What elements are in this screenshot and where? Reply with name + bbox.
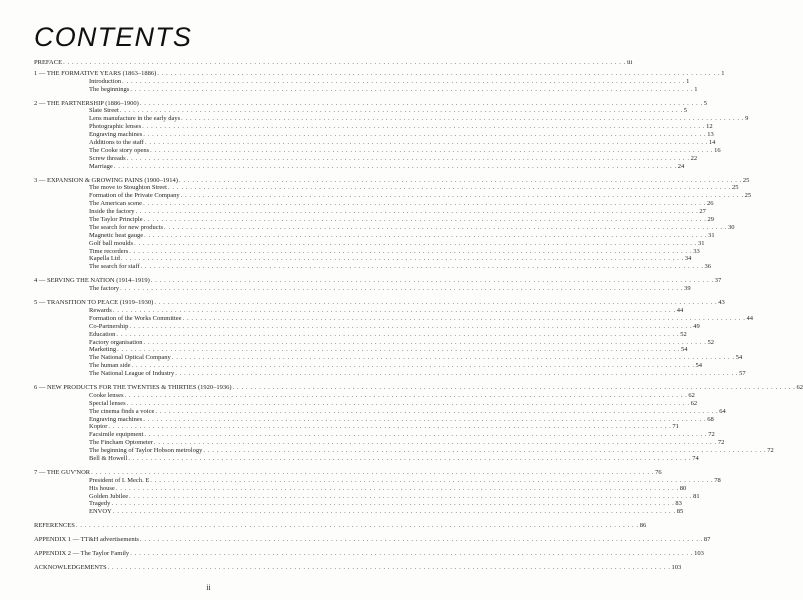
- toc-section-entry: [34, 439, 725, 447]
- toc-entry-page: 30: [727, 223, 735, 231]
- toc-entry-page: 103: [694, 549, 704, 557]
- toc-entry-label: ACKNOWLEDGEMENTS: [34, 563, 107, 571]
- dot-leader: . . . . . . . . . . . . . . . . . . . . . . . . . . . . . . . . . . . . . . . . . . . . . . . . . . . . . . . . . . . . . . . . . . . . . . . . . . . . . . . . . . . . . . . . . . . . . . . . . . . . . . . . . . . . . . . . . . . . . . . . . . . . . . .: [143, 216, 707, 224]
- toc-section-entry: [34, 508, 684, 516]
- dot-leader: . . . . . . . . . . . . . . . . . . . . . . . . . . . . . . . . . . . . . . . . . . . . . . . . . . . . . . . . . . . . . . . . . . . . . . . . . . . . . . . . . . . . . . . . . . . . . . . . . . . . . . . . . . . . . . . . . . . . . . . . . . . . . . .: [122, 77, 686, 85]
- toc-entry-label: 7 — THE GUV'NOR: [34, 468, 91, 476]
- dot-leader: . . . . . . . . . . . . . . . . . . . . . . . . . . . . . . . . . . . . . . . . . . . . . . . . . . . . . . . . . . . . . . . . . . . . . . . . . . . . . . . . . . . . . . . . . . . . . . . . . . . . . . . . . . . . . . . . . . . . . . . . . . . . . . .: [134, 239, 697, 247]
- dot-leader: . . . . . . . . . . . . . . . . . . . . . . . . . . . . . . . . . . . . . . . . . . . . . . . . . . . . . . . . . . . . . . . . . . . . . . . . . . . . . . . . . . . . . . . . . . . . . . . . . . . . . . . . . . . . . . . . . . . . . . . . . . . . . . .: [232, 383, 796, 391]
- toc-entry-page: 74: [692, 454, 699, 462]
- toc-section-entry: [34, 184, 739, 192]
- dot-leader: . . . . . . . . . . . . . . . . . . . . . . . . . . . . . . . . . . . . . . . . . . . . . . . . . . . . . . . . . . . . . . . . . . . . . . . . . . . . . . . . . . . . . . . . . . . . . . . . . . . . . . . . . . . . . . . . . . . . . . . . . . . . . . .: [113, 162, 677, 170]
- toc-section-entry: [34, 338, 714, 347]
- toc-entry-label: Marketing: [89, 346, 117, 354]
- toc-entry-label: Formation of the Private Company: [89, 192, 180, 200]
- dot-leader: . . . . . . . . . . . . . . . . . . . . . . . . . . . . . . . . . . . . . . . . . . . . . . . . . . . . . . . . . . . . . . . . . . . . . . . . . . . . . . . . . . . . . . . . . . . . . . . . . . . . . . . . . . . . . . . . . . . . . . . . . . . . . . .: [115, 484, 679, 492]
- toc-section-entry: [34, 85, 698, 94]
- toc-entry-label: 6 — NEW PRODUCTS FOR THE TWENTIES & THIRTIES (1920–1936): [34, 383, 232, 391]
- toc-entry-page: 34: [684, 255, 692, 263]
- dot-leader: . . . . . . . . . . . . . . . . . . . . . . . . . . . . . . . . . . . . . . . . . . . . . . . . . . . . . . . . . . . . . . . . . . . . . . . . . . . . . . . . . . . . . . . . . . . . . . . . . . . . . . . . . . . . . . . . . . . . . . . . . . . . . . .: [143, 131, 707, 139]
- toc-entry-label: Photographic lenses: [89, 123, 142, 131]
- toc-section-entry: [34, 346, 688, 354]
- toc-section-entry: [34, 492, 700, 501]
- dot-leader: . . . . . . . . . . . . . . . . . . . . . . . . . . . . . . . . . . . . . . . . . . . . . . . . . . . . . . . . . . . . . . . . . . . . . . . . . . . . . . . . . . . . . . . . . . . . . . . . . . . . . . . . . . . . . . . . . . . . . . . . . . . . . . .: [171, 354, 735, 362]
- toc-entry-label: 2 — THE PARTNERSHIP (1886–1900): [34, 99, 139, 107]
- toc-section-entry: [34, 484, 687, 493]
- toc-chapter-entry: [34, 176, 750, 185]
- toc-entry-label: 4 — SERVING THE NATION (1914–1919): [34, 277, 150, 285]
- toc-entry-page: 57: [739, 370, 746, 378]
- toc-entry-label: The human side: [89, 362, 131, 370]
- dot-leader: . . . . . . . . . . . . . . . . . . . . . . . . . . . . . . . . . . . . . . . . . . . . . . . . . . . . . . . . . . . . . . . . . . . . . . . . . . . . . . . . . . . . . . . . . . . . . . . . . . . . . . . . . . . . . . . . . . . . . . . . . . . . . . .: [144, 231, 708, 239]
- toc-entry-label: Bell & Howell: [89, 454, 128, 462]
- page-title: CONTENTS: [34, 22, 193, 52]
- toc-entry-label: Introduction: [89, 77, 122, 85]
- toc-entry-page: 12: [706, 123, 713, 131]
- dot-leader: . . . . . . . . . . . . . . . . . . . . . . . . . . . . . . . . . . . . . . . . . . . . . . . . . . . . . . . . . . . . . . . . . . . . . . . . . . . . . . . . . . . . . . . . . . . . . . . . . . . . . . . . . . . . . . . . . . . . . . . . . . . . . . .: [182, 314, 746, 322]
- toc-section-entry: [34, 431, 715, 439]
- toc-section-entry: [34, 399, 698, 408]
- dot-leader: . . . . . . . . . . . . . . . . . . . . . . . . . . . . . . . . . . . . . . . . . . . . . . . . . . . . . . . . . . . . . . . . . . . . . . . . . . . . . . . . . . . . . . . . . . . . . . . . . . . . . . . . . . . . . . . . . . . . . . . . . . . . . . .: [144, 139, 708, 147]
- dot-leader: . . . . . . . . . . . . . . . . . . . . . . . . . . . . . . . . . . . . . . . . . . . . . . . . . . . . . . . . . . . . . . . . . . . . . . . . . . . . . . . . . . . . . . . . . . . . . . . . . . . . . . . . . . . . . . . . . . . . . . . . . . . . . . .: [143, 415, 707, 423]
- toc-section-entry: [34, 192, 752, 200]
- toc-entry-label: Inside the factory: [89, 208, 135, 216]
- toc-entry-label: The beginning of Taylor Hobson metrology: [89, 447, 203, 455]
- toc-entry-page: 52: [680, 330, 687, 338]
- toc-entry-page: 13: [707, 131, 714, 139]
- toc-section-entry: [34, 476, 721, 485]
- toc-entry-label: Engraving machines: [89, 131, 143, 139]
- toc-entry-page: 72: [708, 431, 715, 439]
- dot-leader: . . . . . . . . . . . . . . . . . . . . . . . . . . . . . . . . . . . . . . . . . . . . . . . . . . . . . . . . . . . . . . . . . . . . . . . . . . . . . . . . . . . . . . . . . . . . . . . . . . . . . . . . . . . . . . . . . . . . . . . . . . . . . . .: [131, 362, 695, 370]
- dot-leader: . . . . . . . . . . . . . . . . . . . . . . . . . . . . . . . . . . . . . . . . . . . . . . . . . . . . . . . . . . . . . . . . . . . . . . . . . . . . . . . . . . . . . . . . . . . . . . . . . . . . . . . . . . . . . . . . . . . . . . . . . . . . . . .: [150, 277, 714, 285]
- toc-entry-label: Koptor: [89, 423, 108, 431]
- toc-entry-page: 5: [683, 107, 687, 115]
- toc-entry-page: 33: [693, 247, 700, 255]
- toc-section-entry: [34, 407, 726, 416]
- toc-entry-label: Additions to the staff: [89, 139, 144, 147]
- toc-entry-page: 36: [704, 263, 712, 271]
- toc-entry-page: 1: [694, 85, 698, 93]
- toc-entry-page: 27: [699, 208, 706, 216]
- toc-entry-page: 54: [735, 354, 743, 362]
- dot-leader: . . . . . . . . . . . . . . . . . . . . . . . . . . . . . . . . . . . . . . . . . . . . . . . . . . . . . . . . . . . . . . . . . . . . . . . . . . . . . . . . . . . . . . . . . . . . . . . . . . . . . . . . . . . . . . . . . . . . . . . . . . . . . . .: [128, 454, 692, 462]
- dot-leader: . . . . . . . . . . . . . . . . . . . . . . . . . . . . . . . . . . . . . . . . . . . . . . . . . . . . . . . . . . . . . . . . . . . . . . . . . . . . . . . . . . . . . . . . . . . . . . . . . . . . . . . . . . . . . . . . . . . . . . . . . . . . . . .: [130, 85, 694, 93]
- toc-entry-label: The cinema finds a voice: [89, 407, 155, 415]
- toc-entry-label: The factory: [89, 285, 120, 293]
- toc-section-entry: [34, 255, 692, 263]
- toc-entry-page: iii: [627, 59, 633, 66]
- toc-chapter-entry: [34, 549, 704, 558]
- toc-entry-label: 5 — TRANSITION TO PEACE (1919–1930): [34, 299, 154, 307]
- toc-entry-label: Screw threads: [89, 154, 126, 162]
- toc-entry-label: Tragedy: [89, 500, 111, 508]
- toc-entry-label: Special lenses: [89, 399, 126, 407]
- dot-leader: . . . . . . . . . . . . . . . . . . . . . . . . . . . . . . . . . . . . . . . . . . . . . . . . . . . . . . . . . . . . . . . . . . . . . . . . . . . . . . . . . . . . . . . . . . . . . . . . . . . . . . . . . . . . . . . . . . . . . . . . . . . . . . .: [108, 423, 672, 431]
- dot-leader: . . . . . . . . . . . . . . . . . . . . . . . . . . . . . . . . . . . . . . . . . . . . . . . . . . . . . . . . . . . . . . . . . . . . . . . . . . . . . . . . . . . . . . . . . . . . . . . . . . . . . . . . . . . . . . . . . . . . . . . . . . . . . . .: [124, 391, 688, 399]
- dot-leader: . . . . . . . . . . . . . . . . . . . . . . . . . . . . . . . . . . . . . . . . . . . . . . . . . . . . . . . . . . . . . . . . . . . . . . . . . . . . . . . . . . . . . . . . . . . . . . . . . . . . . . . . . . . . . . . . . . . . . . . . . . . . . . .: [143, 338, 707, 346]
- toc-entry-label: Time recorders: [89, 247, 129, 255]
- dot-leader: . . . . . . . . . . . . . . . . . . . . . . . . . . . . . . . . . . . . . . . . . . . . . . . . . . . . . . . . . . . . . . . . . . . . . . . . . . . . . . . . . . . . . . . . . . . . . . . . . . . . . . . . . . . . . . . . . . . . . . . . . . . . . . .: [116, 330, 680, 338]
- toc-entry-label: The search for new products: [89, 223, 163, 231]
- toc-section-entry: [34, 415, 714, 424]
- toc-entry-page: 31: [708, 231, 715, 239]
- toc-section-entry: [34, 231, 715, 240]
- toc-entry-page: 62: [688, 391, 695, 399]
- toc-entry-label: President of I. Mech. E: [89, 476, 150, 484]
- dot-leader: . . . . . . . . . . . . . . . . . . . . . . . . . . . . . . . . . . . . . . . . . . . . . . . . . . . . . . . . . . . . . . . . . . . . . . . . . . . . . . . . . . . . . . . . . . . . . . . . . . . . . . . . . . . . . . . . . . . . . . . . . . . . . . .: [111, 500, 675, 508]
- toc-entry-label: Engraving machines: [89, 415, 143, 423]
- toc-entry-page: 71: [672, 423, 679, 431]
- dot-leader: . . . . . . . . . . . . . . . . . . . . . . . . . . . . . . . . . . . . . . . . . . . . . . . . . . . . . . . . . . . . . . . . . . . . . . . . . . . . . . . . . . . . . . . . . . . . . . . . . . . . . . . . . . . . . . . . . . . . . . . . . . . . . . .: [144, 431, 708, 439]
- toc-entry-page: 62: [796, 383, 803, 391]
- toc-entry-page: 44: [746, 314, 753, 322]
- toc-entry-label: Magnetic heat gauge: [89, 231, 144, 239]
- toc-entry-page: 85: [676, 508, 684, 516]
- dot-leader: . . . . . . . . . . . . . . . . . . . . . . . . . . . . . . . . . . . . . . . . . . . . . . . . . . . . . . . . . . . . . . . . . . . . . . . . . . . . . . . . . . . . . . . . . . . . . . . . . . . . . . . . . . . . . . . . . . . . . . . . . . . . . . .: [150, 146, 714, 154]
- toc-entry-page: 72: [767, 447, 774, 455]
- dot-leader: . . . . . . . . . . . . . . . . . . . . . . . . . . . . . . . . . . . . . . . . . . . . . . . . . . . . . . . . . . . . . . . . . . . . . . . . . . . . . . . . . . . . . . . . . . . . . . . . . . . . . . . . . . . . . . . . . . . . . . . . . . . . . . .: [117, 346, 681, 354]
- toc-entry-page: 54: [695, 362, 702, 370]
- toc-entry-label: Facsimile equipment: [89, 431, 144, 439]
- toc-entry-page: 49: [693, 322, 700, 330]
- page-number: ii: [206, 583, 211, 592]
- toc-entry-page: 72: [717, 439, 725, 447]
- dot-leader: . . . . . . . . . . . . . . . . . . . . . . . . . . . . . . . . . . . . . . . . . . . . . . . . . . . . . . . . . . . . . . . . . . . . . . . . . . . . . . . . . . . . . . . . . . . . . . . . . . . . . . . . . . . . . . . . . . . . . . . . . . . . . . .: [168, 184, 731, 192]
- toc-entry-page: 26: [707, 200, 714, 208]
- toc-entry-label: Rewards: [89, 306, 112, 314]
- toc-entry-page: 62: [690, 399, 698, 407]
- toc-chapter-entry: [34, 522, 647, 530]
- toc-section-entry: [34, 162, 685, 171]
- dot-leader: . . . . . . . . . . . . . . . . . . . . . . . . . . . . . . . . . . . . . . . . . . . . . . . . . . . . . . . . . . . . . . . . . . . . . . . . . . . . . . . . . . . . . . . . . . . . . . . . . . . . . . . . . . . . . . . . . . . . . . . . . . . . . . .: [120, 285, 684, 293]
- toc-entry-page: 25: [744, 192, 752, 200]
- dot-leader: . . . . . . . . . . . . . . . . . . . . . . . . . . . . . . . . . . . . . . . . . . . . . . . . . . . . . . . . . . . . . . . . . . . . . . . . . . . . . . . . . . . . . . . . . . . . . . . . . . . . . . . . . . . . . . . . . . . . . . . . . . . . . . .: [178, 176, 742, 184]
- dot-leader: . . . . . . . . . . . . . . . . . . . . . . . . . . . . . . . . . . . . . . . . . . . . . . . . . . . . . . . . . . . . . . . . . . . . . . . . . . . . . . . . . . . . . . . . . . . . . . . . . . . . . . . . . . . . . . . . . . . . . . . . . . . . . . .: [130, 549, 694, 557]
- toc-entry-label: REFERENCES: [34, 522, 75, 530]
- toc-entry-page: 1: [721, 69, 725, 77]
- toc-chapter-entry: [34, 59, 633, 67]
- toc-entry-label: Marriage: [89, 162, 113, 170]
- toc-entry-page: 16: [714, 146, 721, 154]
- toc-entry-page: 24: [677, 162, 685, 170]
- toc-entry-page: 87: [703, 536, 711, 544]
- toc-section-entry: [34, 500, 682, 508]
- dot-leader: . . . . . . . . . . . . . . . . . . . . . . . . . . . . . . . . . . . . . . . . . . . . . . . . . . . . . . . . . . . . . . . . . . . . . . . . . . . . . . . . . . . . . . . . . . . . . . . . . . . . . . . . . . . . . . . . . . . . . . . . . . . . . . .: [139, 99, 703, 107]
- toc-chapter-entry: [34, 277, 722, 285]
- toc-entry-page: 29: [707, 216, 715, 224]
- toc-entry-page: 9: [745, 115, 749, 123]
- toc-chapter-entry: [34, 468, 662, 477]
- toc-section-entry: [34, 208, 706, 216]
- dot-leader: . . . . . . . . . . . . . . . . . . . . . . . . . . . . . . . . . . . . . . . . . . . . . . . . . . . . . . . . . . . . . . . . . . . . . . . . . . . . . . . . . . . . . . . . . . . . . . . . . . . . . . . . . . . . . . . . . . . . . . . . . . . . . . .: [135, 208, 699, 216]
- toc-entry-page: 39: [684, 285, 691, 293]
- toc-entry-page: 68: [707, 415, 714, 423]
- toc-entry-page: 86: [639, 522, 647, 530]
- toc-section-entry: [34, 423, 679, 431]
- toc-section-entry: [34, 330, 687, 339]
- toc-entry-label: The move to Stoughton Street: [89, 184, 167, 192]
- toc-section-entry: [34, 314, 753, 323]
- dot-leader: . . . . . . . . . . . . . . . . . . . . . . . . . . . . . . . . . . . . . . . . . . . . . . . . . . . . . . . . . . . . . . . . . . . . . . . . . . . . . . . . . . . . . . . . . . . . . . . . . . . . . . . . . . . . . . . . . . . . . . . . . . . . . . .: [139, 536, 703, 544]
- dot-leader: . . . . . . . . . . . . . . . . . . . . . . . . . . . . . . . . . . . . . . . . . . . . . . . . . . . . . . . . . . . . . . . . . . . . . . . . . . . . . . . . . . . . . . . . . . . . . . . . . . . . . . . . . . . . . . . . . . . . . . . . . . . . . . .: [129, 322, 693, 330]
- toc-entry-label: Cooke lenses: [89, 391, 124, 399]
- dot-leader: . . . . . . . . . . . . . . . . . . . . . . . . . . . . . . . . . . . . . . . . . . . . . . . . . . . . . . . . . . . . . . . . . . . . . . . . . . . . . . . . . . . . . . . . . . . . . . . . . . . . . . . . . . . . . . . . . . . . . . . . . . . . . . .: [140, 263, 704, 271]
- dot-leader: . . . . . . . . . . . . . . . . . . . . . . . . . . . . . . . . . . . . . . . . . . . . . . . . . . . . . . . . . . . . . . . . . . . . . . . . . . . . . . . . . . . . . . . . . . . . . . . . . . . . . . . . . . . . . . . . . . . . . . . . . . . . . . .: [153, 439, 717, 447]
- toc-section-entry: [34, 306, 684, 315]
- toc-entry-label: Golf ball moulds: [89, 239, 134, 247]
- toc-section-entry: [34, 247, 700, 256]
- toc-section-entry: [34, 107, 687, 115]
- toc-entry-label: Formation of the Works Committee: [89, 314, 182, 322]
- toc-entry-label: Factory organisation: [89, 338, 143, 346]
- dot-leader: . . . . . . . . . . . . . . . . . . . . . . . . . . . . . . . . . . . . . . . . . . . . . . . . . . . . . . . . . . . . . . . . . . . . . . . . . . . . . . . . . . . . . . . . . . . . . . . . . . . . . . . . . . . . . . . . . . . . . . . . . . . . . . .: [181, 115, 745, 123]
- toc-section-entry: [34, 131, 714, 139]
- toc-entry-label: 1 — THE FORMATIVE YEARS (1863–1886): [34, 69, 157, 77]
- toc-entry-page: 78: [714, 476, 721, 484]
- toc-entry-label: The Cooke story opens: [89, 146, 150, 154]
- toc-entry-page: 43: [718, 299, 725, 307]
- toc-entry-label: The National Optical Company: [89, 354, 171, 362]
- toc-entry-page: 37: [714, 277, 722, 285]
- toc-section-entry: [34, 447, 774, 455]
- table-of-contents: [34, 59, 803, 572]
- toc-chapter-entry: [34, 69, 725, 78]
- dot-leader: . . . . . . . . . . . . . . . . . . . . . . . . . . . . . . . . . . . . . . . . . . . . . . . . . . . . . . . . . . . . . . . . . . . . . . . . . . . . . . . . . . . . . . . . . . . . . . . . . . . . . . . . . . . . . . . . . . . . . . . . . . . . . . .: [120, 255, 684, 263]
- toc-section-entry: [34, 354, 743, 362]
- dot-leader: . . . . . . . . . . . . . . . . . . . . . . . . . . . . . . . . . . . . . . . . . . . . . . . . . . . . . . . . . . . . . . . . . . . . . . . . . . . . . . . . . . . . . . . . . . . . . . . . . . . . . . . . . . . . . . . . . . . . . . . . . . . . . . .: [154, 299, 718, 307]
- dot-leader: . . . . . . . . . . . . . . . . . . . . . . . . . . . . . . . . . . . . . . . . . . . . . . . . . . . . . . . . . . . . . . . . . . . . . . . . . . . . . . . . . . . . . . . . . . . . . . . . . . . . . . . . . . . . . . . . . . . . . . . . . . . . . . .: [157, 69, 721, 77]
- toc-chapter-entry: [34, 536, 711, 544]
- toc-entry-label: Lens manufacture in the early days: [89, 115, 181, 123]
- toc-entry-page: 64: [719, 407, 726, 415]
- dot-leader: . . . . . . . . . . . . . . . . . . . . . . . . . . . . . . . . . . . . . . . . . . . . . . . . . . . . . . . . . . . . . . . . . . . . . . . . . . . . . . . . . . . . . . . . . . . . . . . . . . . . . . . . . . . . . . . . . . . . . . . . . . . . . . .: [175, 370, 739, 378]
- dot-leader: . . . . . . . . . . . . . . . . . . . . . . . . . . . . . . . . . . . . . . . . . . . . . . . . . . . . . . . . . . . . . . . . . . . . . . . . . . . . . . . . . . . . . . . . . . . . . . . . . . . . . . . . . . . . . . . . . . . . . . . . . . . . . . .: [129, 247, 693, 255]
- toc-chapter-entry: [34, 563, 682, 572]
- toc-section-entry: [34, 263, 712, 271]
- toc-entry-label: The search for staff: [89, 263, 140, 271]
- toc-entry-page: 44: [676, 306, 684, 314]
- toc-entry-page: 25: [742, 176, 750, 184]
- toc-entry-page: 22: [690, 154, 698, 162]
- dot-leader: . . . . . . . . . . . . . . . . . . . . . . . . . . . . . . . . . . . . . . . . . . . . . . . . . . . . . . . . . . . . . . . . . . . . . . . . . . . . . . . . . . . . . . . . . . . . . . . . . . . . . . . . . . . . . . . . . . . . . . . . . . . . . . .: [180, 192, 744, 200]
- toc-section-entry: [34, 146, 721, 155]
- toc-entry-label: Co-Partnership: [89, 322, 129, 330]
- toc-entry-label: Slate Street: [89, 107, 119, 115]
- toc-entry-label: His house: [89, 484, 115, 492]
- toc-section-entry: [34, 216, 715, 224]
- dot-leader: . . . . . . . . . . . . . . . . . . . . . . . . . . . . . . . . . . . . . . . . . . . . . . . . . . . . . . . . . . . . . . . . . . . . . . . . . . . . . . . . . . . . . . . . . . . . . . . . . . . . . . . . . . . . . . . . . . . . . . . . . . . . . . .: [150, 476, 714, 484]
- toc-section-entry: [34, 200, 714, 208]
- toc-entry-page: 54: [681, 346, 688, 354]
- toc-section-entry: [34, 370, 746, 378]
- toc-section-entry: [34, 362, 702, 370]
- dot-leader: . . . . . . . . . . . . . . . . . . . . . . . . . . . . . . . . . . . . . . . . . . . . . . . . . . . . . . . . . . . . . . . . . . . . . . . . . . . . . . . . . . . . . . . . . . . . . . . . . . . . . . . . . . . . . . . . . . . . . . . . . . . . . . .: [119, 107, 683, 115]
- toc-entry-page: 5: [703, 99, 708, 107]
- dot-leader: . . . . . . . . . . . . . . . . . . . . . . . . . . . . . . . . . . . . . . . . . . . . . . . . . . . . . . . . . . . . . . . . . . . . . . . . . . . . . . . . . . . . . . . . . . . . . . . . . . . . . . . . . . . . . . . . . . . . . . . . . . . . . . .: [126, 154, 690, 162]
- dot-leader: . . . . . . . . . . . . . . . . . . . . . . . . . . . . . . . . . . . . . . . . . . . . . . . . . . . . . . . . . . . . . . . . . . . . . . . . . . . . . . . . . . . . . . . . . . . . . . . . . . . . . . . . . . . . . . . . . . . . . . . . . . . . . . .: [107, 563, 671, 571]
- toc-entry-label: APPENDIX 2 — The Taylor Family: [34, 549, 130, 557]
- toc-entry-page: 1: [686, 77, 690, 85]
- toc-section-entry: [34, 454, 699, 463]
- toc-chapter-entry: [34, 383, 803, 392]
- toc-chapter-entry: [34, 299, 725, 307]
- dot-leader: . . . . . . . . . . . . . . . . . . . . . . . . . . . . . . . . . . . . . . . . . . . . . . . . . . . . . . . . . . . . . . . . . . . . . . . . . . . . . . . . . . . . . . . . . . . . . . . . . . . . . . . . . . . . . . . . . . . . . . . . . . . . . . .: [164, 223, 727, 231]
- toc-section-entry: [34, 285, 691, 293]
- dot-leader: . . . . . . . . . . . . . . . . . . . . . . . . . . . . . . . . . . . . . . . . . . . . . . . . . . . . . . . . . . . . . . . . . . . . . . . . . . . . . . . . . . . . . . . . . . . . . . . . . . . . . . . . . . . . . . . . . . . . . . . . . . . . . . .: [75, 522, 639, 530]
- dot-leader: . . . . . . . . . . . . . . . . . . . . . . . . . . . . . . . . . . . . . . . . . . . . . . . . . . . . . . . . . . . . . . . . . . . . . . . . . . . . . . . . . . . . . . . . . . . . . . . . . . . . . . . . . . . . . . . . . . . . . . . . . . . . . . .: [203, 447, 767, 455]
- toc-section-entry: [34, 391, 695, 400]
- toc-entry-page: 80: [679, 484, 687, 492]
- toc-entry-label: The Taylor Principle: [89, 216, 143, 224]
- toc-entry-label: APPENDIX 1 — TT&H advertisements: [34, 536, 139, 544]
- toc-entry-label: ENVOY: [89, 508, 112, 516]
- toc-section-entry: [34, 115, 749, 123]
- dot-leader: . . . . . . . . . . . . . . . . . . . . . . . . . . . . . . . . . . . . . . . . . . . . . . . . . . . . . . . . . . . . . . . . . . . . . . . . . . . . . . . . . . . . . . . . . . . . . . . . . . . . . . . . . . . . . . . . . . . . . . . . . . . . . . .: [112, 508, 676, 516]
- toc-entry-label: The beginnings: [89, 85, 130, 93]
- toc-entry-page: 83: [675, 500, 682, 508]
- toc-entry-label: Golden Jubilee: [89, 492, 129, 500]
- toc-section-entry: [34, 322, 700, 331]
- toc-entry-label: The American scene: [89, 200, 143, 208]
- dot-leader: . . . . . . . . . . . . . . . . . . . . . . . . . . . . . . . . . . . . . . . . . . . . . . . . . . . . . . . . . . . . . . . . . . . . . . . . . . . . . . . . . . . . . . . . . . . . . . . . . . . . . . . . . . . . . . . . . . . . . . . . . . . . . . .: [91, 468, 655, 476]
- dot-leader: . . . . . . . . . . . . . . . . . . . . . . . . . . . . . . . . . . . . . . . . . . . . . . . . . . . . . . . . . . . . . . . . . . . . . . . . . . . . . . . . . . . . . . . . . . . . . . . . . . . . . . . . . . . . . . . . . . . . . . . . . . . . . . .: [112, 306, 676, 314]
- toc-section-entry: [34, 154, 698, 163]
- toc-section-entry: [34, 123, 713, 131]
- dot-leader: . . . . . . . . . . . . . . . . . . . . . . . . . . . . . . . . . . . . . . . . . . . . . . . . . . . . . . . . . . . . . . . . . . . . . . . . . . . . . . . . . . . . . . . . . . . . . . . . . . . . . . . . . . . . . . . . . . . . . . . . . . . . . . .: [155, 407, 719, 415]
- toc-entry-page: 76: [655, 468, 662, 476]
- toc-section-entry: [34, 77, 690, 86]
- toc-entry-page: 25: [731, 184, 739, 192]
- toc-chapter-entry: [34, 99, 708, 108]
- dot-leader: . . . . . . . . . . . . . . . . . . . . . . . . . . . . . . . . . . . . . . . . . . . . . . . . . . . . . . . . . . . . . . . . . . . . . . . . . . . . . . . . . . . . . . . . . . . . . . . . . . . . . . . . . . . . . . . . . . . . . . . . . . . . . . .: [129, 492, 693, 500]
- toc-entry-label: The Fincham Optometer: [89, 439, 153, 447]
- toc-entry-label: Education: [89, 330, 116, 338]
- dot-leader: . . . . . . . . . . . . . . . . . . . . . . . . . . . . . . . . . . . . . . . . . . . . . . . . . . . . . . . . . . . . . . . . . . . . . . . . . . . . . . . . . . . . . . . . . . . . . . . . . . . . . . . . . . . . . . . . . . . . . . . . . . . . . . .: [63, 59, 626, 66]
- toc-entry-label: The National League of Industry: [89, 370, 175, 378]
- toc-entry-page: 103: [671, 563, 682, 571]
- toc-section-entry: [34, 239, 705, 248]
- dot-leader: . . . . . . . . . . . . . . . . . . . . . . . . . . . . . . . . . . . . . . . . . . . . . . . . . . . . . . . . . . . . . . . . . . . . . . . . . . . . . . . . . . . . . . . . . . . . . . . . . . . . . . . . . . . . . . . . . . . . . . . . . . . . . . .: [126, 399, 690, 407]
- toc-entry-label: 3 — EXPANSION & GROWING PAINS (1900–1914): [34, 176, 178, 184]
- toc-entry-page: 52: [707, 338, 714, 346]
- toc-section-entry: [34, 223, 735, 232]
- toc-entry-label: PREFACE: [34, 59, 63, 66]
- toc-entry-page: 81: [693, 492, 700, 500]
- toc-section-entry: [34, 139, 716, 147]
- dot-leader: . . . . . . . . . . . . . . . . . . . . . . . . . . . . . . . . . . . . . . . . . . . . . . . . . . . . . . . . . . . . . . . . . . . . . . . . . . . . . . . . . . . . . . . . . . . . . . . . . . . . . . . . . . . . . . . . . . . . . . . . . . . . . . .: [142, 123, 706, 131]
- toc-entry-page: 14: [708, 139, 716, 147]
- toc-entry-page: 31: [698, 239, 705, 247]
- dot-leader: . . . . . . . . . . . . . . . . . . . . . . . . . . . . . . . . . . . . . . . . . . . . . . . . . . . . . . . . . . . . . . . . . . . . . . . . . . . . . . . . . . . . . . . . . . . . . . . . . . . . . . . . . . . . . . . . . . . . . . . . . . . . . . .: [143, 200, 706, 208]
- toc-entry-label: Kapella Ltd: [89, 255, 120, 263]
